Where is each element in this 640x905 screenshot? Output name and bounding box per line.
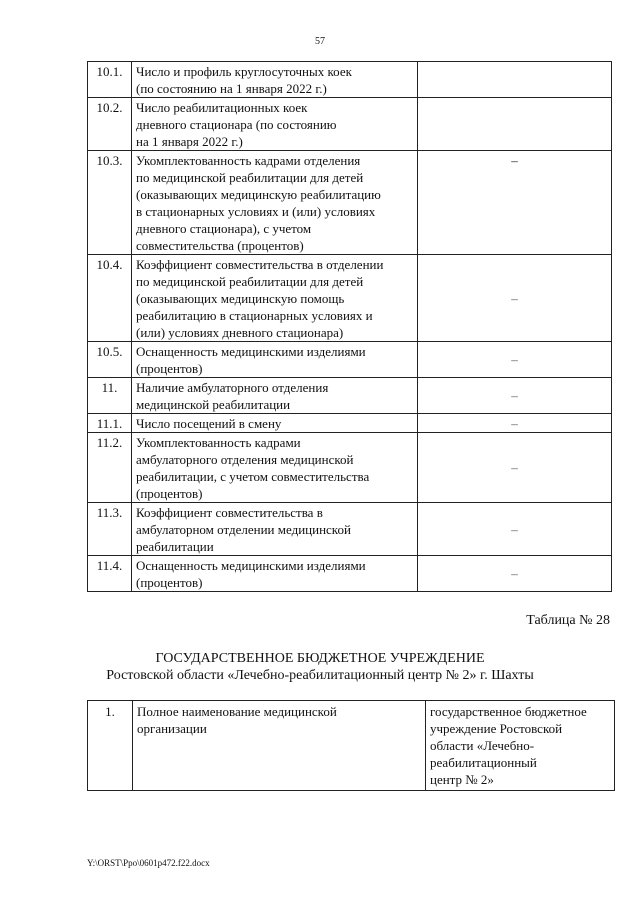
- value-line: государственное бюджетное: [430, 704, 587, 719]
- table-row: [88, 701, 615, 791]
- table-row: [88, 414, 612, 433]
- description-line: Наличие амбулаторного отделения: [136, 380, 329, 395]
- description-line: Коэффициент совместительства в отделении: [136, 257, 384, 272]
- table-row: [88, 98, 612, 151]
- description-line: (процентов): [136, 486, 203, 501]
- description-line: (по состоянию на 1 января 2022 г.): [136, 81, 327, 96]
- row-description: [132, 62, 418, 98]
- description-line: в стационарных условиях и (или) условиях: [136, 204, 376, 219]
- description-line: по медицинской реабилитации для детей: [136, 170, 364, 185]
- description-line: реабилитации, с учетом совместительства: [136, 469, 370, 484]
- row-description: [132, 151, 418, 255]
- description-line: Число посещений в смену: [136, 416, 282, 431]
- row-value: –: [418, 556, 612, 592]
- description-line: (оказывающих медицинскую помощь: [136, 291, 345, 306]
- indicators-table: [87, 61, 612, 592]
- table-caption: Таблица № 28: [526, 613, 610, 628]
- page-number: 57: [315, 36, 325, 47]
- row-number: 10.3.: [88, 151, 132, 255]
- description-line: медицинской реабилитации: [136, 397, 291, 412]
- row-value: –: [418, 414, 612, 433]
- description-line: дневного стационара), с учетом: [136, 221, 312, 236]
- row-value: –: [418, 433, 612, 503]
- description-line: дневного стационара (по состоянию: [136, 117, 337, 132]
- label-line: Полное наименование медицинской: [137, 704, 337, 719]
- description-line: Коэффициент совместительства в: [136, 505, 323, 520]
- row-value: –: [418, 378, 612, 414]
- row-value: –: [418, 342, 612, 378]
- description-line: (процентов): [136, 575, 203, 590]
- row-value: –: [418, 255, 612, 342]
- row-number: 1.: [88, 701, 133, 791]
- row-number: 10.5.: [88, 342, 132, 378]
- description-line: амбулаторного отделения медицинской: [136, 452, 354, 467]
- description-line: совместительства (процентов): [136, 238, 304, 253]
- value-line: учреждение Ростовской: [430, 721, 563, 736]
- label-line: организации: [137, 721, 207, 736]
- row-number: 10.4.: [88, 255, 132, 342]
- table-row: [88, 255, 612, 342]
- row-number: 10.1.: [88, 62, 132, 98]
- row-number: 11.3.: [88, 503, 132, 556]
- row-description: [132, 556, 418, 592]
- value-line: реабилитационный: [430, 755, 537, 770]
- description-line: Число реабилитационных коек: [136, 100, 308, 115]
- table-row: [88, 62, 612, 98]
- table-row: [88, 151, 612, 255]
- row-description: [132, 503, 418, 556]
- row-value: [418, 62, 612, 98]
- table-row: [88, 433, 612, 503]
- row-number: 11.: [88, 378, 132, 414]
- description-line: амбулаторном отделении медицинской: [136, 522, 351, 537]
- file-path-footer: Y:\ORST\Ppo\0601p472.f22.docx: [87, 858, 210, 868]
- row-number: 11.2.: [88, 433, 132, 503]
- row-number: 11.4.: [88, 556, 132, 592]
- value-line: области «Лечебно-: [430, 738, 535, 753]
- row-number: 10.2.: [88, 98, 132, 151]
- org-subtitle: Ростовской области «Лечебно-реабилитационный центр № 2» г. Шахты: [106, 668, 534, 683]
- description-line: (процентов): [136, 361, 203, 376]
- description-line: Оснащенность медицинскими изделиями: [136, 344, 366, 359]
- description-line: Укомплектованность кадрами отделения: [136, 153, 361, 168]
- row-description: [132, 255, 418, 342]
- table-row: [88, 556, 612, 592]
- description-line: Укомплектованность кадрами: [136, 435, 301, 450]
- row-value: –: [418, 503, 612, 556]
- table-row: [88, 342, 612, 378]
- description-line: реабилитации: [136, 539, 214, 554]
- description-line: на 1 января 2022 г.): [136, 134, 243, 149]
- table-row: [88, 503, 612, 556]
- description-line: Число и профиль круглосуточных коек: [136, 64, 352, 79]
- row-value: –: [418, 151, 612, 255]
- row-value: [418, 98, 612, 151]
- table-row: [88, 378, 612, 414]
- description-line: (оказывающих медицинскую реабилитацию: [136, 187, 381, 202]
- row-number: 11.1.: [88, 414, 132, 433]
- row-description: [132, 433, 418, 503]
- description-line: по медицинской реабилитации для детей: [136, 274, 364, 289]
- description-line: реабилитацию в стационарных условиях и: [136, 308, 373, 323]
- row-description: [132, 378, 418, 414]
- description-line: Оснащенность медицинскими изделиями: [136, 558, 366, 573]
- organization-table: [87, 700, 615, 791]
- row-value: [426, 701, 615, 791]
- row-description: [132, 98, 418, 151]
- description-line: (или) условиях дневного стационара): [136, 325, 344, 340]
- row-description: [132, 342, 418, 378]
- row-description: [132, 414, 418, 433]
- org-title: ГОСУДАРСТВЕННОЕ БЮДЖЕТНОЕ УЧРЕЖДЕНИЕ: [155, 651, 485, 666]
- value-line: центр № 2»: [430, 772, 494, 787]
- row-label: [133, 701, 426, 791]
